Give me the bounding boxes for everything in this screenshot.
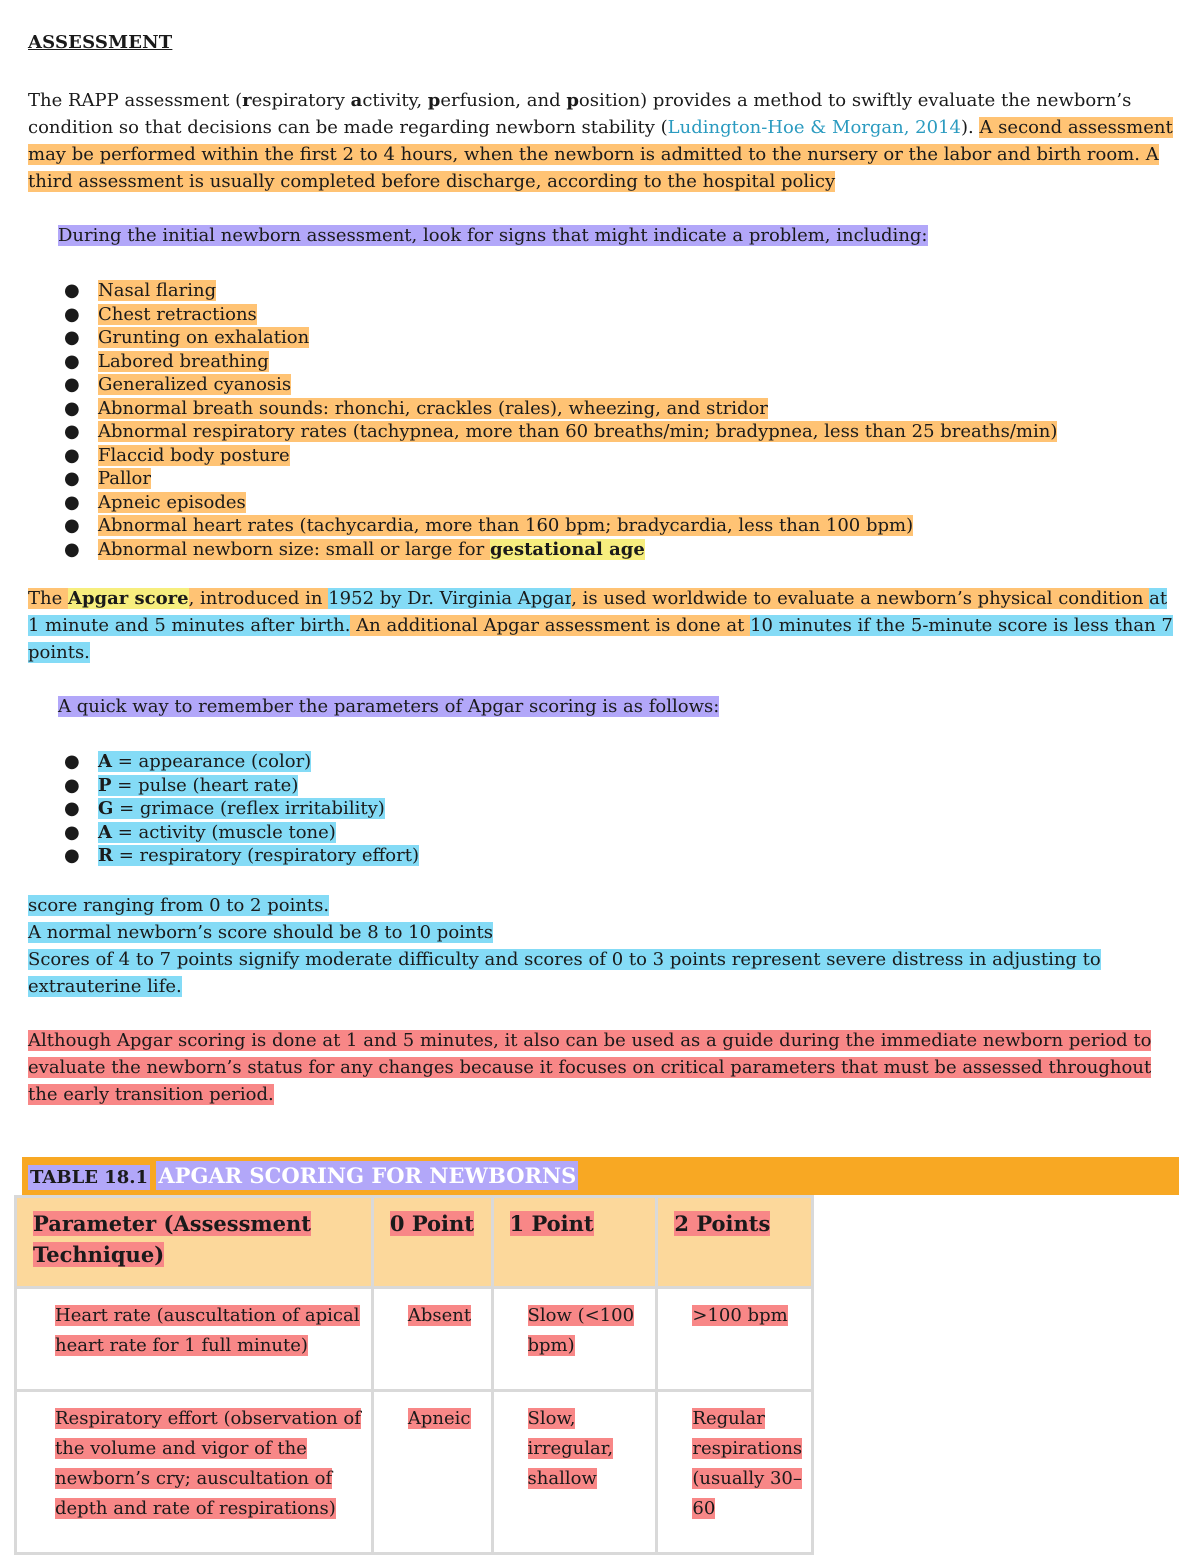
table-name: APGAR SCORING FOR NEWBORNS	[158, 1163, 577, 1188]
header-cell: Parameter (Assessment Technique)	[16, 1197, 373, 1288]
apgar-mnemonic-list	[28, 750, 1173, 868]
list-item: ● A = appearance (color)	[64, 751, 312, 772]
list-item: ● Grunting on exhalation	[64, 327, 310, 348]
list-item: ● Labored breathing	[64, 350, 269, 372]
text-run: p	[427, 90, 441, 111]
distress-score-line: Scores of 4 to 7 points signify moderate difficulty and scores of 0 to 3 points represent severe distress in adjusting to extrauterine life.	[28, 948, 1101, 997]
list-item: ● G = grimace (reflex irritability)	[64, 798, 385, 819]
rapp-paragraph	[28, 87, 1173, 195]
list-item: ● Abnormal newborn size: small or large for gestational age	[64, 538, 645, 560]
table-cell: Apneic	[372, 1391, 492, 1554]
apgar-paragraph: The Apgar score, introduced in 1952 by Dr. Virginia Apgar, is used worldwide to evaluate a newborn’s physical condition at 1 minute and 5 minutes after birth. An additional Apgar assessment is done at 10 minutes if the 5-minute score is less than 7 points.	[28, 588, 1173, 663]
table-row	[16, 1288, 813, 1391]
header-cell: 2 Points	[657, 1197, 813, 1288]
citation-link[interactable]: Ludington-Hoe & Morgan, 2014	[667, 117, 961, 138]
text-run: osition) provides a method to swiftly evaluate the newborn’s condition so that decisions can be made regarding newborn stability (	[28, 90, 1132, 138]
list-item: ● Abnormal heart rates (tachycardia, more than 160 bpm; bradycardia, less than 100 bpm)	[64, 515, 914, 536]
problem-signs-list	[28, 279, 1173, 561]
header-cell: 1 Point	[492, 1197, 657, 1288]
list-item: ● R = respiratory (respiratory effort)	[64, 845, 420, 866]
list-item: ● P = pulse (heart rate)	[64, 774, 299, 796]
highlighted-text: A second assessment may be performed within the first 2 to 4 hours, when the newborn is admitted to the nursery or the labor and birth room. A third assessment is usually completed before discharge, according to the hospital policy	[28, 117, 1173, 192]
closing-paragraph: Although Apgar scoring is done at 1 and 5 minutes, it also can be used as a guide during the immediate newborn period to evaluate the newborn’s status for any changes because it focuses on critical parameters that must be assessed throughout the early transition period.	[28, 1029, 1152, 1105]
text-run: ctivity,	[362, 90, 428, 111]
text-run: espiratory	[251, 90, 351, 111]
table-cell: Heart rate (auscultation of apical heart rate for 1 full minute)	[16, 1288, 373, 1391]
list-item: ● Abnormal breath sounds: rhonchi, crackles (rales), wheezing, and stridor	[64, 397, 768, 419]
list-item: ● Pallor	[64, 468, 151, 489]
table-cell: Respiratory effort (observation of the volume and vigor of the newborn’s cry; auscultation of depth and rate of respirations)	[16, 1391, 373, 1554]
list-item: ● A = activity (muscle tone)	[64, 821, 336, 843]
text-run: ).	[960, 117, 980, 138]
score-range-line: score ranging from 0 to 2 points.	[28, 894, 330, 916]
list-item: ● Flaccid body posture	[64, 444, 290, 466]
document-page	[28, 32, 1173, 1108]
table-cell: Absent	[372, 1288, 492, 1391]
table-caption	[22, 1157, 1179, 1195]
section-heading: ASSESSMENT	[28, 32, 173, 53]
table-row	[16, 1391, 813, 1554]
text-run: p	[566, 90, 579, 111]
list-item: ● Nasal flaring	[64, 280, 217, 301]
text-run: r	[242, 90, 252, 111]
text-run: a	[350, 90, 363, 111]
table-cell: Slow, irregular, shallow	[492, 1391, 657, 1554]
apgar-table	[14, 1195, 814, 1555]
header-cell: 0 Point	[372, 1197, 492, 1288]
table-cell: Slow (<100 bpm)	[492, 1288, 657, 1391]
list-item: ● Apneic episodes	[64, 491, 246, 513]
highlighted-text: During the initial newborn assessment, look for signs that might indicate a problem, including:	[58, 225, 928, 246]
table-cell: >100 bpm	[657, 1288, 813, 1391]
problem-intro	[58, 222, 1173, 249]
list-item: ● Abnormal respiratory rates (tachypnea, more than 60 breaths/min; bradypnea, less than 25 breaths/min)	[64, 421, 1058, 442]
normal-score-line: A normal newborn’s score should be 8 to 10 points	[28, 921, 493, 943]
mnemonic-intro: A quick way to remember the parameters of Apgar scoring is as follows:	[58, 696, 720, 717]
text-run: The RAPP assessment (	[28, 90, 243, 111]
table-header-row	[16, 1197, 813, 1288]
text-run: erfusion, and	[440, 90, 567, 111]
table-cell: Regular respirations (usually 30–60	[657, 1391, 813, 1554]
list-item: ● Generalized cyanosis	[64, 374, 292, 395]
list-item: ● Chest retractions	[64, 303, 257, 325]
table-number: TABLE 18.1	[30, 1167, 149, 1188]
